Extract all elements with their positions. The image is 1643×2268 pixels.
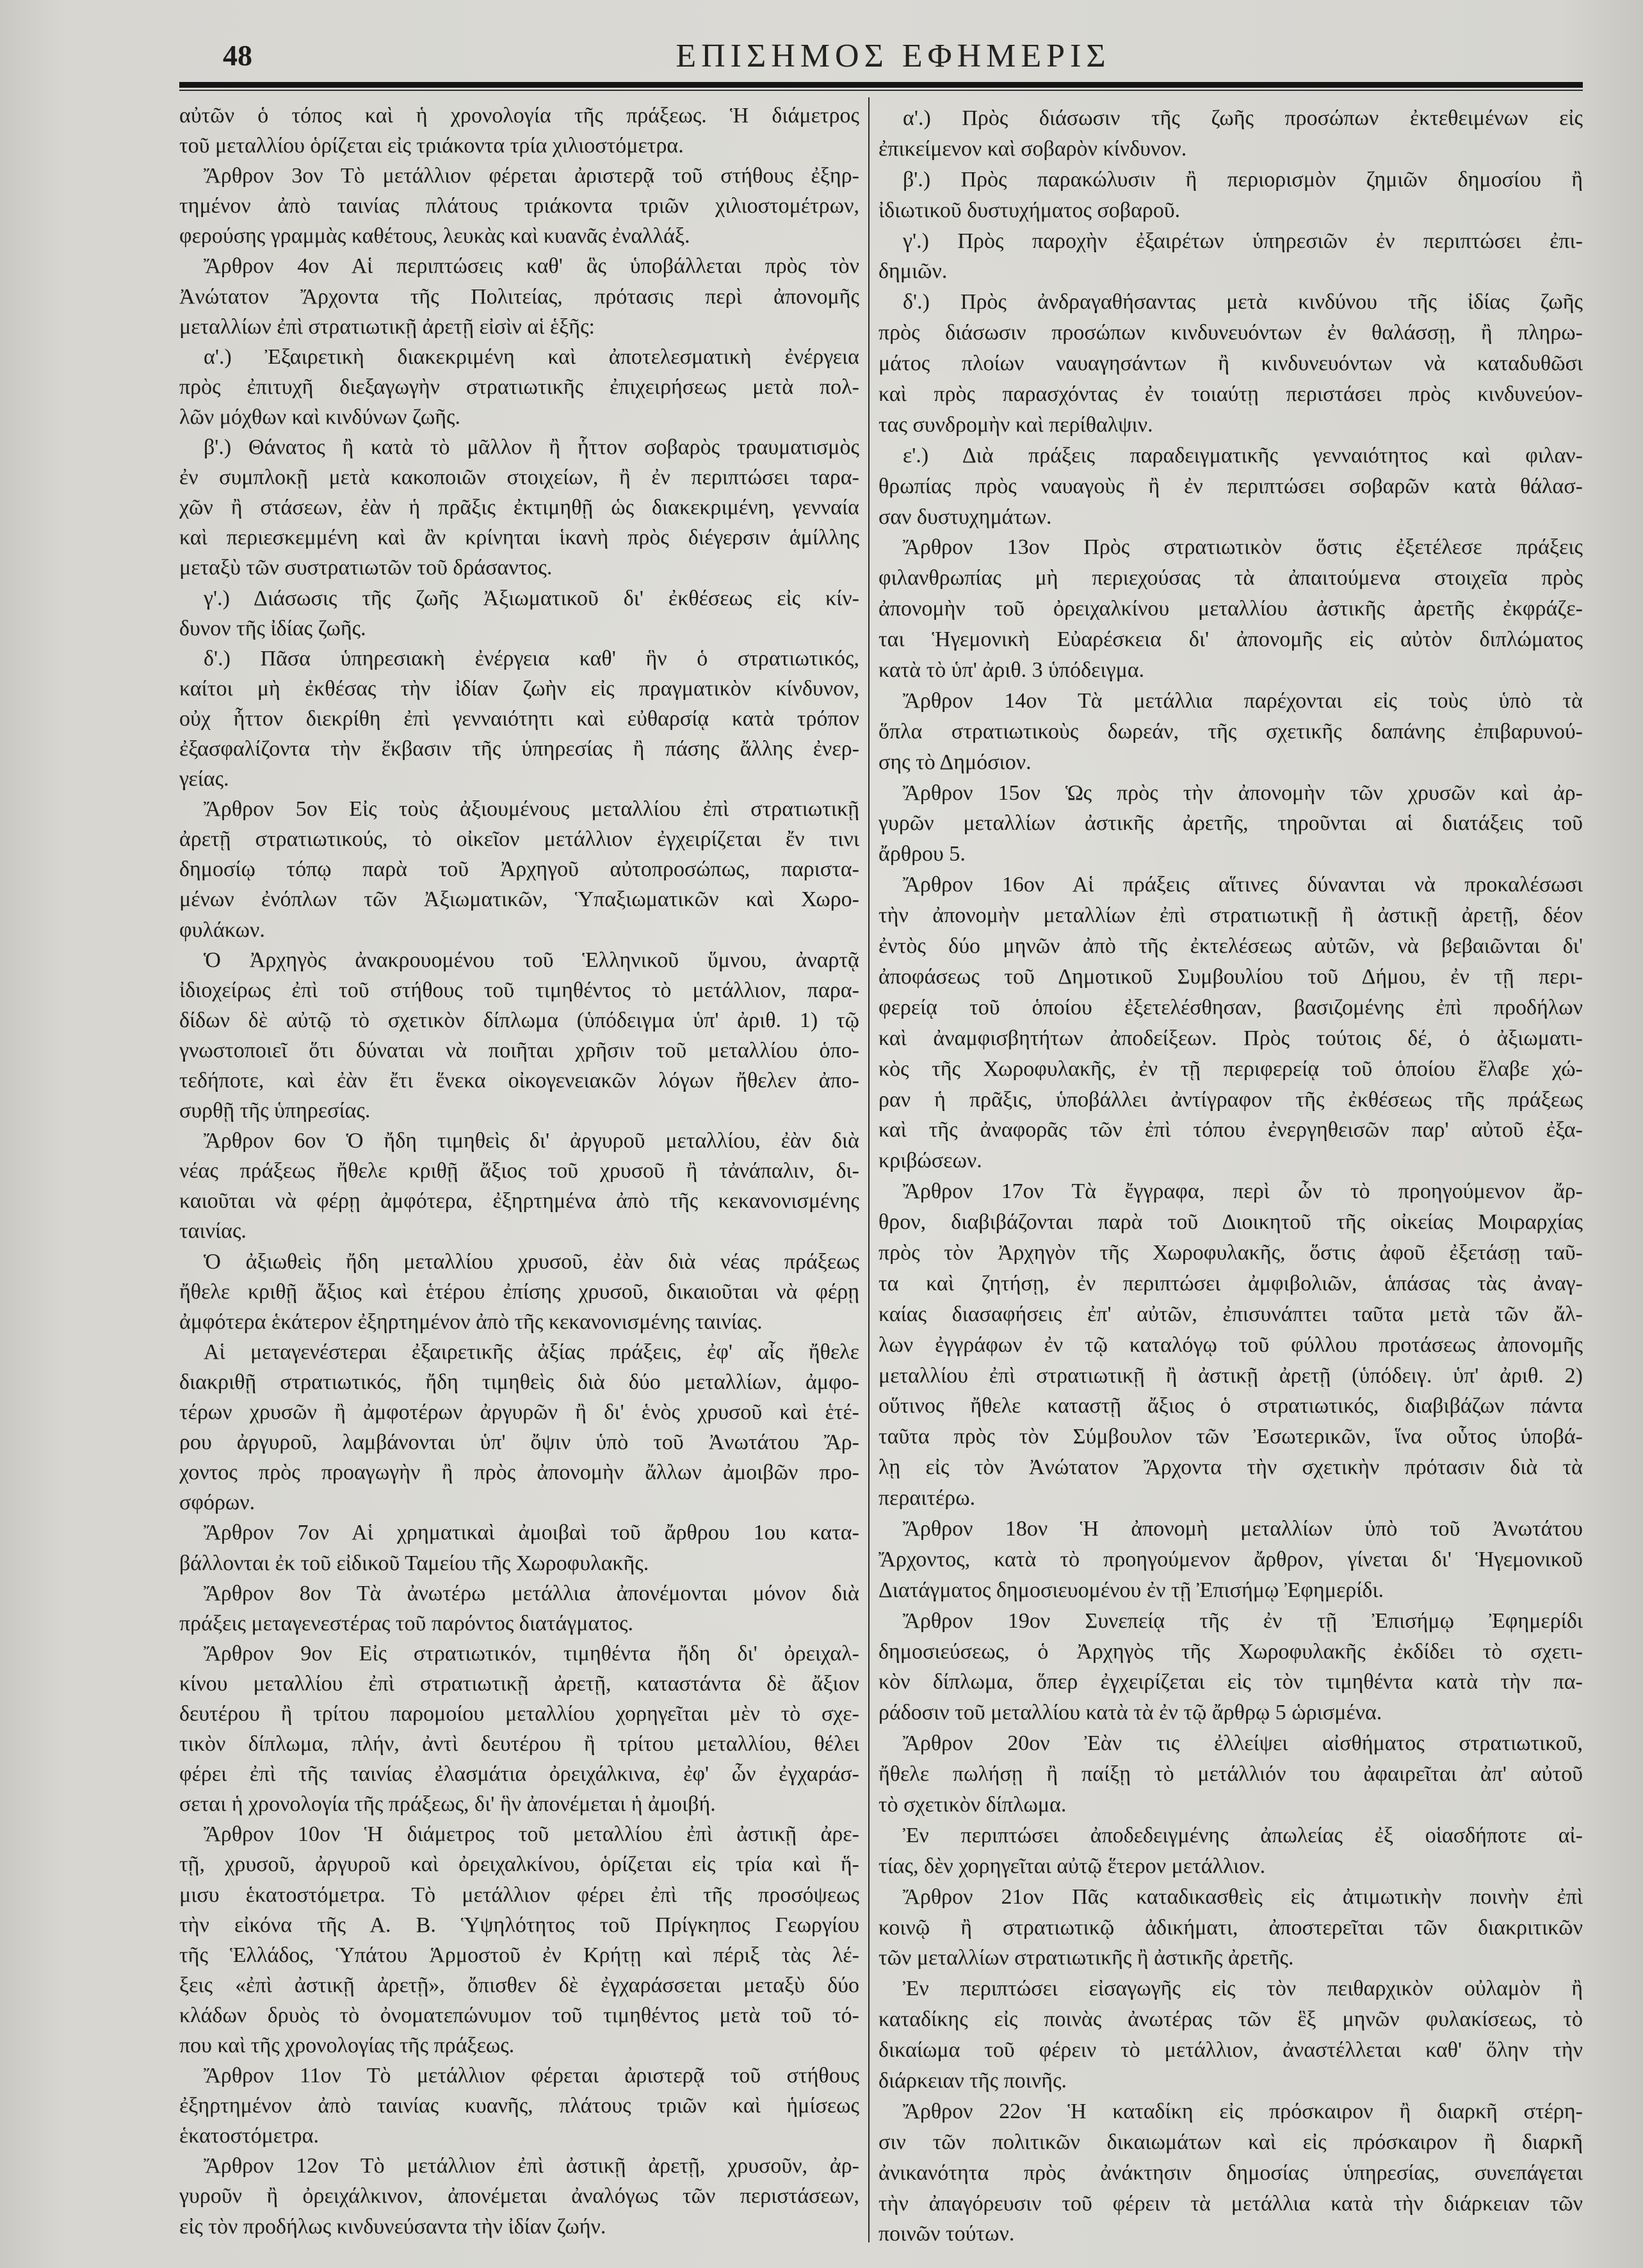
text-line: πρὸς διάσωσιν προσώπων κινδυνευόντων ἐν θαλάσσῃ, ἢ πληρω- — [878, 321, 1583, 345]
article-paragraph — [878, 2096, 1583, 2249]
text-line: αὐτῶν ὁ τόπος καὶ ἡ χρονολογία τῆς πράξεως. Ἡ διάμετρος — [179, 104, 859, 127]
article-paragraph — [878, 1820, 1583, 1882]
article-paragraph — [878, 226, 1583, 288]
article-paragraph — [179, 161, 859, 251]
text-line: ἰδιοχείρως ἐπὶ τοῦ στήθους τοῦ τιμηθέντος τὸ μετάλλιον, παρα- — [179, 978, 859, 1002]
text-line: διάρκειαν τῆς ποινῆς. — [878, 2069, 1067, 2093]
text-line: περαιτέρω. — [878, 1486, 976, 1511]
text-line: δ'.) Πρὸς ἀνδραγαθήσαντας μετὰ κινδύνου τῆς ἰδίας ζωῆς — [903, 290, 1583, 314]
article-paragraph — [179, 945, 859, 1126]
text-line: τῆς Ἑλλάδος, Ὑπάτου Ἁρμοστοῦ ἐν Κρήτῃ καὶ πέριξ τὰς λέ- — [179, 1943, 859, 1967]
article-paragraph — [179, 342, 859, 432]
text-line: μισυ ἑκατοστόμετρα. Τὸ μετάλλιον φέρει ἐπὶ τῆς προσόψεως — [179, 1883, 859, 1907]
text-line: ἄρθρου 5. — [878, 842, 966, 866]
text-line: Ἄρθρον 12ον Τὸ μετάλλιον ἐπὶ ἀστικῇ ἀρετῇ, χρυσοῦν, ἀρ- — [204, 2154, 859, 2178]
text-line: μεταλλίου ἐπὶ στρατιωτικῇ ἢ ἀστικῇ ἀρετῇ (ὑπόδειγ. ὑπ' ἀριθ. 2) — [878, 1363, 1583, 1388]
text-line: δυνον τῆς ἰδίας ζωῆς. — [179, 616, 366, 640]
text-line: νέας πράξεως ἤθελε κριθῇ ἄξιος τοῦ χρυσοῦ ἢ τἀνάπαλιν, δι- — [179, 1159, 859, 1183]
text-line: Αἱ μεταγενέστεραι ἐξαιρετικῆς ἀξίας πράξεις, ἐφ' αἷς ἤθελε — [204, 1340, 859, 1364]
text-line: ἐν συμπλοκῇ μετὰ κακοποιῶν στοιχείων, ἢ ἐν περιπτώσει ταρα- — [179, 466, 859, 490]
text-line: μεταξὺ τῶν συστρατιωτῶν τοῦ δράσαντος. — [179, 556, 553, 580]
article-paragraph — [878, 778, 1583, 870]
text-line: δικαίωμα τοῦ φέρειν τὸ μετάλλιον, ἀναστέλλεται καθ' ὅλην τὴν — [878, 2038, 1583, 2062]
text-line: Ὁ Ἀρχηγὸς ἀνακρουομένου τοῦ Ἑλληνικοῦ ὕμνου, ἀναρτᾷ — [204, 948, 859, 972]
text-line: β'.) Θάνατος ἢ κατὰ τὸ μᾶλλον ἢ ἧττον σοβαρὸς τραυματισμὸς — [204, 435, 859, 460]
text-line: καὶ ἀναμφισβητήτων ἀποδείξεων. Πρὸς τούτοις δέ, ὁ ἀξιωματι- — [878, 1026, 1583, 1050]
text-line: Ἄρθρον 22ον Ἡ καταδίκη εἰς πρόσκαιρον ἢ διαρκῆ στέρη- — [903, 2099, 1583, 2123]
text-line: Ἄρθρον 13ον Πρὸς στρατιωτικὸν ὅστις ἐξετέλεσε πράξεις — [903, 535, 1583, 560]
text-line: β'.) Πρὸς παρακώλυσιν ἢ περιορισμὸν ζημιῶν δημοσίου ἢ — [903, 167, 1583, 191]
text-line: ἐντὸς δύο μηνῶν ἀπὸ τῆς ἐκτελέσεως αὐτῶν, νὰ βεβαιῶνται δι' — [878, 934, 1583, 959]
article-paragraph — [878, 1606, 1583, 1729]
text-line: Ἄρθρον 4ον Αἱ περιπτώσεις καθ' ἃς ὑποβάλλεται πρὸς τὸν — [204, 254, 859, 279]
text-line: ἤθελε κριθῇ ἄξιος καὶ ἑτέρου ἐπίσης χρυσοῦ, δικαιοῦται νὰ φέρῃ — [179, 1279, 859, 1304]
text-line: μένων ἐνόπλων τῶν Ἀξιωματικῶν, Ὑπαξιωματικῶν καὶ Χωρο- — [179, 887, 859, 912]
text-line: πρὸς τὸν Ἀρχηγὸν τῆς Χωροφυλακῆς, ὅστις ἀφοῦ ἐξετάσῃ ταῦ- — [878, 1240, 1583, 1265]
text-line: οὐχ ἧττον διεκρίθη ἐπὶ γενναιότητι καὶ εὐθαρσίᾳ κατὰ τρόπον — [179, 706, 859, 731]
text-line: καίας διασαφήσεις ἐπ' αὐτῶν, ἐπισυνάπτει ταῦτα μετὰ τῶν ἄλ- — [878, 1302, 1583, 1326]
text-line: ταινίας. — [179, 1219, 247, 1243]
text-line: κὸν δίπλωμα, ὅπερ ἐγχειρίζεται εἰς τὸν τιμηθέντα κατὰ τὴν πα- — [878, 1670, 1583, 1694]
text-line: ρου ἀργυροῦ, λαμβάνονται ὑπ' ὄψιν ὑπὸ τοῦ Ἀνωτάτου Ἄρ- — [179, 1430, 859, 1455]
article-paragraph — [878, 532, 1583, 685]
page-number: 48 — [223, 39, 252, 72]
text-line: τῇ, χρυσοῦ, ἀργυροῦ καὶ ὀρειχαλκίνου, ὁρίζεται εἰς τρία καὶ ἥ- — [179, 1852, 859, 1877]
text-line: Ἄρθρον 5ον Εἰς τοὺς ἀξιουμένους μεταλλίου ἐπὶ στρατιωτικῇ — [204, 797, 859, 822]
text-line: γ'.) Διάσωσις τῆς ζωῆς Ἀξιωματικοῦ δι' ἐκθέσεως εἰς κίν- — [204, 586, 859, 610]
text-line: ξεις «ἐπὶ ἀστικῇ ἀρετῇ», ὄπισθεν δὲ ἐγχαράσσεται μεταξὺ δύο — [179, 1973, 859, 1997]
text-line: καίτοι μὴ ἐκθέσας τὴν ἰδίαν ζωὴν εἰς πραγματικὸν κίνδυνον, — [179, 676, 859, 701]
text-line: σφόρων. — [179, 1491, 255, 1515]
text-line: τίας, δὲν χορηγεῖται αὐτῷ ἕτερον μετάλλιον. — [878, 1854, 1266, 1878]
article-paragraph — [179, 1337, 859, 1518]
text-line: Διατάγματος δημοσιευομένου ἐν τῇ Ἐπισήμῳ Ἐφημερίδι. — [878, 1578, 1384, 1602]
text-line: Ἄρθρον 3ον Τὸ μετάλλιον φέρεται ἀριστερᾷ τοῦ στήθους ἐξηρ- — [204, 164, 859, 188]
article-paragraph — [878, 103, 1583, 165]
text-line: Ἄρθρον 16ον Αἱ πράξεις αἵτινες δύνανται νὰ προκαλέσωσι — [903, 873, 1583, 897]
text-line: ραν ἡ πρᾶξις, ὑποβάλλει ἀντίγραφον τῆς ἐκθέσεως τῆς πράξεως — [878, 1087, 1583, 1112]
text-line: δευτέρου ἢ τρίτου παρομοίου μεταλλίου χορηγεῖται μὲν τὸ σχε- — [179, 1701, 859, 1726]
text-line: γνωστοποιεῖ ὅτι δύναται νὰ ποιῆται χρῆσιν τοῦ μεταλλίου ὁπο- — [179, 1038, 859, 1062]
text-line: Ἄρθρον 17ον Τὰ ἔγγραφα, περὶ ὧν τὸ προηγούμενον ἄρ- — [903, 1179, 1583, 1204]
text-line: θρωπίας πρὸς ναυαγοὺς ἢ ἐν περιπτώσει σοβαρῶν κατὰ θάλασ- — [878, 474, 1583, 498]
text-line: Ἄρθρον 7ον Αἱ χρηματικαὶ ἀμοιβαὶ τοῦ ἄρθρου 1ου κατα- — [204, 1521, 859, 1545]
text-line: ἀρετῇ στρατιωτικούς, τὸ οἰκεῖον μετάλλιον ἐγχειρίζεται ἔν τινι — [179, 827, 859, 852]
text-line: τὴν εἰκόνα τῆς Α. Β. Ὑψηλότητος τοῦ Πρίγκηπος Γεωργίου — [179, 1913, 859, 1937]
text-line: ἑκατοστόμετρα. — [179, 2124, 320, 2148]
text-line: τας συνδρομὴν καὶ περίθαλψιν. — [878, 412, 1153, 437]
article-paragraph — [878, 1882, 1583, 1974]
text-line: Ἄρθρον 14ον Τὰ μετάλλια παρέχονται εἰς τοὺς ὑπὸ τὰ — [903, 688, 1583, 713]
text-line: Ἄρχοντος, κατὰ τὸ προηγούμενον ἄρθρον, γίνεται δι' Ἡγεμονικοῦ — [878, 1547, 1583, 1571]
text-line: τεδήποτε, καὶ ἐὰν ἔτι ἕνεκα οἰκογενειακῶν λόγων ἤθελεν ἀπο- — [179, 1069, 859, 1092]
text-line: τοῦ μεταλλίου ὁρίζεται εἰς τριάκοντα τρία χιλιοστόμετρα. — [179, 134, 684, 158]
text-line: ταῦτα πρὸς τὸν Σύμβουλον τῶν Ἐσωτερικῶν, ἵνα οὗτος ὑποβά- — [878, 1425, 1583, 1449]
text-line: φιλανθρωπίας μὴ περιεχούσας τὰ ἀπαιτούμενα στοιχεῖα πρὸς — [878, 566, 1583, 590]
text-line: Ἄρθρον 8ον Τὰ ἀνωτέρω μετάλλια ἀπονέμονται μόνον διὰ — [204, 1581, 859, 1605]
text-line: που καὶ τῆς χρονολογίας τῆς πράξεως. — [179, 2034, 515, 2057]
text-line: Ἀνώτατον Ἄρχοντα τῆς Πολιτείας, πρότασις περὶ ἀπονομῆς — [179, 284, 859, 309]
article-paragraph — [878, 287, 1583, 440]
text-line: τὴν ἀπονομὴν μεταλλίων ἐπὶ στρατιωτικῇ ἢ ἀστικῇ ἀρετῇ, δέον — [878, 903, 1583, 928]
text-line: σαν δυστυχημάτων. — [878, 505, 1052, 529]
text-line: φέρει ἐπὶ τῆς ταινίας ἐλασμάτια ὀρειχάλκινα, ἐφ' ὧν ἐγχαράσ- — [179, 1762, 859, 1786]
gazette-title: ΕΠΙΣΗΜΟΣ ΕΦΗΜΕΡΙΣ — [676, 38, 1111, 74]
text-line: γυροῦν ἢ ὀρειχάλκινον, ἀπονέμεται ἀναλόγως τῶν περιστάσεων, — [179, 2184, 859, 2208]
text-line: ἀποφάσεως τοῦ Δημοτικοῦ Συμβουλίου τοῦ Δήμου, ἐν τῇ περι- — [878, 964, 1583, 989]
text-line: λῶν μόχθων καὶ κινδύνων ζωῆς. — [179, 405, 460, 429]
text-line: κίνου μεταλλίου ἐπὶ στρατιωτικῇ ἀρετῇ, καταστάντα δὲ ἄξιον — [179, 1671, 859, 1696]
text-line: δημοσίῳ τόπῳ παρὰ τοῦ Ἀρχηγοῦ αὐτοπροσώπως, παριστα- — [179, 857, 859, 882]
text-line: δημοσιεύσεως, ὁ Ἀρχηγὸς τῆς Χωροφυλακῆς ἐκδίδει τὸ σχετι- — [878, 1639, 1583, 1664]
article-paragraph — [878, 1973, 1583, 2096]
text-line: δημιῶν. — [878, 259, 948, 284]
text-line: μεταλλίων ἐπὶ στρατιωτικῇ ἀρετῇ εἰσὶν αἱ ἑξῆς: — [179, 314, 595, 339]
text-line: γυρῶν μεταλλίων ἀστικῆς ἀρετῆς, τηροῦνται αἱ διατάξεις τοῦ — [878, 811, 1583, 836]
text-line: Ἐν περιπτώσει ἀποδεδειγμένης ἀπωλείας ἐξ οἱασδήποτε αἰ- — [903, 1823, 1583, 1847]
text-line: φερείᾳ τοῦ ὁποίου ἐξετελέσθησαν, βασιζομένης ἐπὶ προδήλων — [878, 995, 1583, 1019]
text-line: ἐξηρτημένον ἀπὸ ταινίας κυανῆς, πλάτους τριῶν καὶ ἡμίσεως — [179, 2094, 859, 2118]
text-line: ἀμφότερα ἑκάτερον ἐξηρτημένον ἀπὸ τῆς κεκανονισμένης ταινίας. — [179, 1309, 763, 1334]
text-line: Ἄρθρον 10ον Ἡ διάμετρος τοῦ μεταλλίου ἐπὶ ἀστικῇ ἀρε- — [204, 1822, 859, 1847]
article-paragraph — [179, 432, 859, 583]
text-line: τικὸν δίπλωμα, πλήν, ἀντὶ δευτέρου ἢ τρίτου μεταλλίου, θέλει — [179, 1732, 859, 1756]
article-paragraph — [878, 165, 1583, 226]
text-line: καὶ περιεσκεμμένη καὶ ἂν κρίνηται ἱκανὴ πρὸς διέγερσιν ἁμίλλης — [179, 526, 859, 550]
text-line: χῶν ἢ στάσεων, ἐὰν ἡ πρᾶξις ἐκτιμηθῇ ὡς διακεκριμένη, γενναία — [179, 496, 859, 520]
text-line: λων ἐγγράφων ἐν τῷ καταλόγῳ τοῦ φύλλου προτάσεως ἀπονομῆς — [878, 1332, 1583, 1357]
text-line: πράξεις μεταγενεστέρας τοῦ παρόντος διατάγματος. — [179, 1611, 633, 1635]
text-line: δίδων δὲ αὐτῷ τὸ σχετικὸν δίπλωμα (ὑπόδειγμα ὑπ' ἀριθ. 1) τῷ — [179, 1008, 859, 1032]
article-paragraph — [179, 1819, 859, 2061]
text-line: ἐξασφαλίζοντα τὴν ἔκβασιν τῆς ὑπηρεσίας ἢ πάσης ἄλλης ἐνερ- — [179, 736, 859, 761]
right-column — [878, 103, 1583, 2249]
article-paragraph — [179, 2061, 859, 2151]
text-line: θρον, διαβιβάζονται παρὰ τοῦ Διοικητοῦ τῆς οἰκείας Μοιραρχίας — [878, 1210, 1583, 1235]
text-line: κατὰ τὸ ὑπ' ἀριθ. 3 ὑπόδειγμα. — [878, 658, 1145, 683]
article-paragraph — [179, 1518, 859, 1578]
article-paragraph — [179, 1247, 859, 1337]
text-line: κὸς τῆς Χωροφυλακῆς, ἐν τῇ περιφερείᾳ τοῦ ὁποίου ἔλαβε χώ- — [878, 1057, 1583, 1081]
article-paragraph — [878, 1176, 1583, 1514]
text-line: τὸ σχετικὸν δίπλωμα. — [878, 1792, 1067, 1817]
text-line: σης τὸ Δημόσιον. — [878, 750, 1032, 774]
text-line: ἤθελε πωλήσῃ ἢ παίξῃ τὸ μετάλλιόν του ἀφαιρεῖται ἀπ' αὐτοῦ — [878, 1762, 1583, 1786]
article-paragraph — [179, 2151, 859, 2241]
article-paragraph — [878, 686, 1583, 778]
left-column — [179, 101, 859, 2242]
text-line: ποινῶν τούτων. — [878, 2222, 1015, 2246]
text-line: φερούσης γραμμὰς καθέτους, λευκὰς καὶ κυανᾶς ἐναλλάξ. — [179, 224, 690, 248]
text-line: καιοῦται νὰ φέρῃ ἀμφότερα, ἐξηρτημένα ἀπὸ τῆς κεκανονισμένης — [179, 1189, 859, 1213]
text-line: ἐπικείμενον καὶ σοβαρὸν κίνδυνον. — [878, 136, 1187, 161]
text-line: ε'.) Διὰ πράξεις παραδειγματικῆς γενναιότητος καὶ φιλαν- — [903, 443, 1583, 467]
text-line: βάλλονται ἐκ τοῦ εἰδικοῦ Ταμείου τῆς Χωροφυλακῆς. — [179, 1551, 649, 1575]
article-paragraph — [179, 583, 859, 644]
text-line: χοντος πρὸς προαγωγὴν ἢ πρὸς ἀπονομὴν ἄλλων ἀμοιβῶν προ- — [179, 1461, 859, 1485]
text-line: οὕτινος ἤθελε καταστῇ ἄξιος ὁ στρατιωτικός, διαβιβάζων πάντα — [878, 1394, 1583, 1418]
text-line: διακριθῇ στρατιωτικός, ἤδη τιμηθεὶς διὰ δύο μεταλλίων, ἀμφο- — [179, 1370, 859, 1394]
article-paragraph — [179, 251, 859, 341]
text-line: ὅπλα στρατιωτικοὺς δωρεάν, τῆς σχετικῆς δαπάνης ἐπιβαρυνού- — [878, 719, 1583, 743]
text-line: Ἄρθρον 9ον Εἰς στρατιωτικόν, τιμηθέντα ἤδη δι' ὀρειχαλ- — [204, 1641, 859, 1665]
text-line: α'.) Ἐξαιρετικὴ διακεκριμένη καὶ ἀποτελεσματικὴ ἐνέργεια — [204, 344, 859, 369]
text-line: ἀνικανότητα πρὸς ἀνάκτησιν δημοσίας ὑπηρεσίας, συνεπάγεται — [878, 2160, 1583, 2185]
text-line: Ἄρθρον 18ον Ἡ ἀπονομὴ μεταλλίων ὑπὸ τοῦ Ἀνωτάτου — [903, 1516, 1583, 1541]
text-line: Ἄρθρον 6ον Ὁ ἤδη τιμηθεὶς δι' ἀργυροῦ μεταλλίου, ἐὰν διὰ — [204, 1129, 859, 1153]
text-line: γείας. — [179, 767, 229, 791]
text-line: καταδίκης εἰς ποινὰς ἀνωτέρας τῶν ἓξ μηνῶν φυλακίσεως, τὸ — [878, 2007, 1583, 2032]
article-paragraph — [878, 1514, 1583, 1606]
text-line: ράδοσιν τοῦ μεταλλίου κατὰ τὰ ἐν τῷ ἄρθρῳ 5 ὡρισμένα. — [878, 1701, 1382, 1725]
text-line: κριβώσεων. — [878, 1149, 982, 1173]
text-line: τα καὶ ζητήσῃ, ἐν περιπτώσει ἀμφιβολιῶν, ἁπάσας τὰς ἀναγ- — [878, 1271, 1583, 1295]
text-line: ται Ἡγεμονικὴ Εὐαρέσκεια δι' ἀπονομῆς εἰς αὐτὸν διπλώματος — [878, 628, 1583, 652]
text-line: ἰδιωτικοῦ δυστυχήματος σοβαροῦ. — [878, 198, 1181, 222]
article-paragraph — [878, 870, 1583, 1176]
article-paragraph — [179, 1639, 859, 1820]
article-paragraph — [179, 101, 859, 161]
text-line: ἀπονομὴν τοῦ ὀρειχαλκίνου μεταλλίου ἀστικῆς ἀρετῆς ἐκφράζε- — [878, 597, 1583, 621]
text-line: Ἄρθρον 11ον Τὸ μετάλλιον φέρεται ἀριστερᾷ τοῦ στήθους — [204, 2064, 859, 2088]
article-paragraph — [179, 794, 859, 944]
text-line: τῶν μεταλλίων στρατιωτικῆς ἢ ἀστικῆς ἀρετῆς. — [878, 1946, 1294, 1970]
text-line: εἰς τὸν προδήλως κινδυνεύσαντα τὴν ἰδίαν ζωήν. — [179, 2214, 606, 2239]
text-line: συρθῇ τῆς ὑπηρεσίας. — [179, 1099, 371, 1123]
text-line: τημένον ἀπὸ ταινίας πλάτους τριάκοντα τριῶν χιλιοστομέτρων, — [179, 194, 859, 218]
column-divider — [868, 97, 870, 2242]
text-line: κοινῷ ἢ στρατιωτικῷ ἀδικήματι, ἀποστερεῖται τῶν διακριτικῶν — [878, 1915, 1583, 1940]
text-line: Ἄρθρον 19ον Συνεπείᾳ τῆς ἐν τῇ Ἐπισήμῳ Ἐφημερίδι — [903, 1608, 1583, 1633]
text-line: καὶ τῆς ἀναφορᾶς τῶν ἐπὶ τόπου ἐνεργηθεισῶν παρ' αὐτοῦ ἐξα- — [878, 1118, 1583, 1142]
text-line: σιν τῶν πολιτικῶν δικαιωμάτων καὶ εἰς πρόσκαιρον ἢ διαρκῆ — [878, 2130, 1583, 2154]
text-line: δ'.) Πᾶσα ὑπηρεσιακὴ ἐνέργεια καθ' ἣν ὁ στρατιωτικός, — [204, 646, 859, 670]
text-line: τὴν ἀπαγόρευσιν τοῦ φέρειν τὰ μετάλλια κατὰ τὴν διάρκειαν τῶν — [878, 2191, 1583, 2215]
text-line: σεται ἡ χρονολογία τῆς πράξεως, δι' ἣν ἀπονέμεται ἡ ἀμοιβή. — [179, 1792, 716, 1817]
header-rule — [179, 82, 1583, 91]
article-paragraph — [179, 1578, 859, 1639]
article-paragraph — [878, 441, 1583, 533]
text-line: Ὁ ἀξιωθεὶς ἤδη μεταλλίου χρυσοῦ, ἐὰν διὰ νέας πράξεως — [204, 1249, 859, 1274]
text-line: α'.) Πρὸς διάσωσιν τῆς ζωῆς προσώπων ἐκτεθειμένων εἰς — [903, 106, 1583, 130]
article-paragraph — [878, 1728, 1583, 1820]
text-line: πρὸς ἐπιτυχῆ διεξαγωγὴν στρατιωτικῆς ἐπιχειρήσεως μετὰ πολ- — [179, 375, 859, 399]
text-line: Ἄρθρον 20ον Ἐὰν τις ἐλλείψει αἰσθήματος στρατιωτικοῦ, — [903, 1731, 1583, 1756]
text-line: τέρων χρυσῶν ἢ ἀμφοτέρων ἀργυρῶν ἢ δι' ἑνὸς χρυσοῦ καὶ ἑτέ- — [179, 1400, 859, 1425]
article-paragraph — [179, 644, 859, 794]
text-line: κλάδων δρυὸς τὸ ὀνοματεπώνυμον τοῦ τιμηθέντος μετὰ τοῦ τό- — [179, 2003, 859, 2027]
text-line: λῃ εἰς τὸν Ἀνώτατον Ἄρχοντα τὴν σχετικὴν πρότασιν διὰ τὰ — [878, 1455, 1583, 1480]
text-line: φυλάκων. — [179, 918, 265, 942]
text-line: Ἄρθρον 15ον Ὡς πρὸς τὴν ἀπονομὴν τῶν χρυσῶν καὶ ἀρ- — [903, 781, 1583, 805]
text-line: καὶ πρὸς παρασχόντας ἐν τοιαύτῃ περιστάσει πρὸς κινδυνεύον- — [878, 382, 1583, 407]
text-line: μάτος πλοίων ναυαγησάντων ἢ κινδυνευόντων νὰ καταδυθῶσι — [878, 352, 1583, 376]
article-paragraph — [179, 1126, 859, 1246]
text-line: Ἐν περιπτώσει εἰσαγωγῆς εἰς τὸν πειθαρχικὸν οὐλαμὸν ἢ — [903, 1977, 1583, 2001]
text-line: γ'.) Πρὸς παροχὴν ἐξαιρέτων ὑπηρεσιῶν ἐν περιπτώσει ἐπι- — [903, 229, 1583, 253]
text-line: Ἄρθρον 21ον Πᾶς καταδικασθεὶς εἰς ἀτιμωτικὴν ποινὴν ἐπὶ — [903, 1884, 1583, 1909]
